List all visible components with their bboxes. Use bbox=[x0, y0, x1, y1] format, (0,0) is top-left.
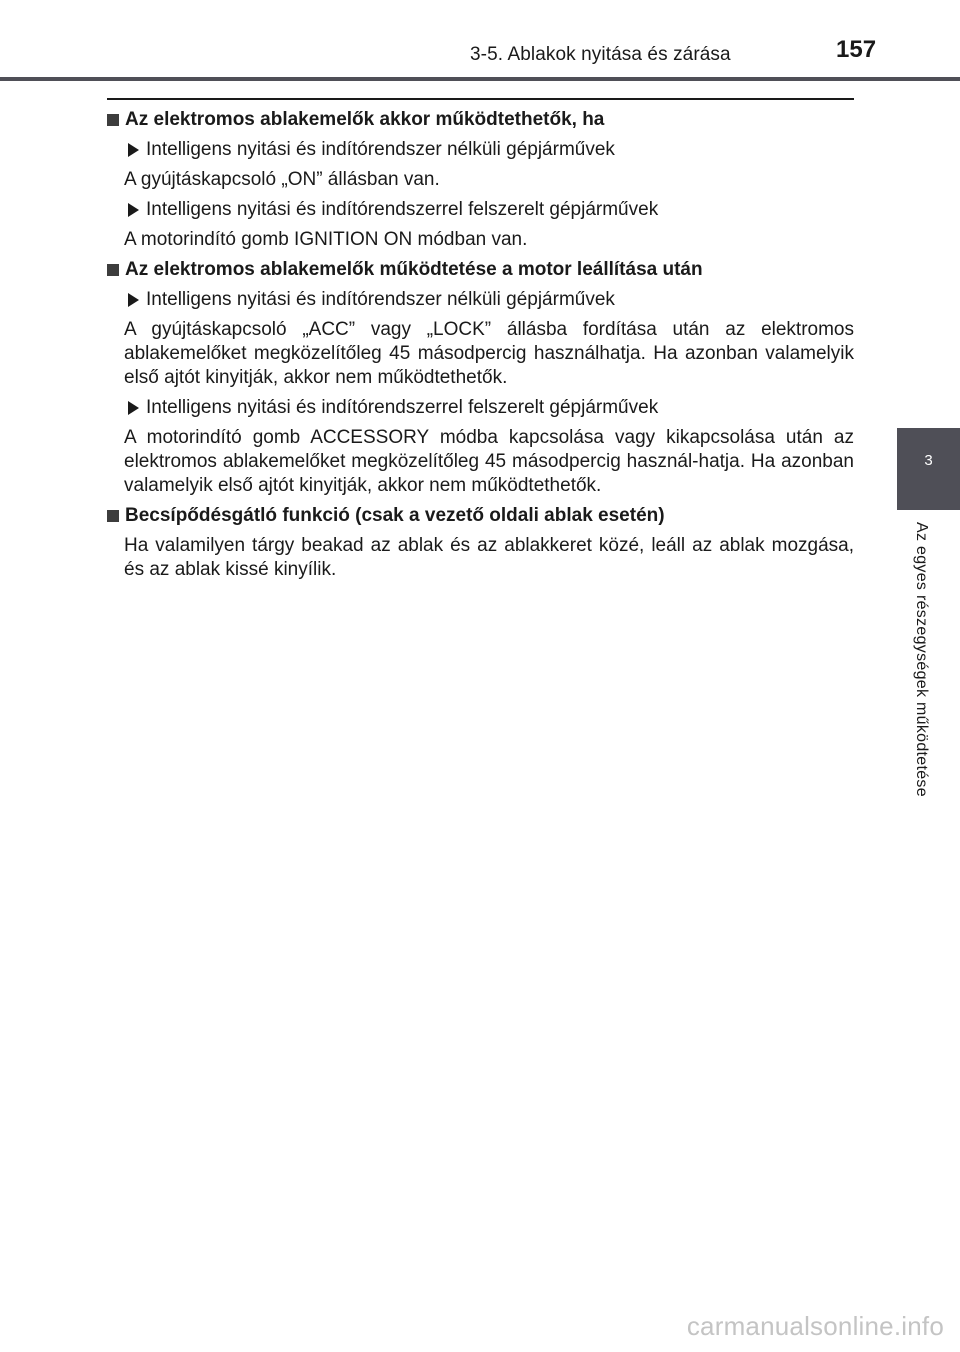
page-number: 157 bbox=[836, 36, 877, 63]
section-heading bbox=[107, 258, 854, 282]
section-heading-text: Az elektromos ablakemelők akkor működtethetők, ha bbox=[125, 109, 605, 130]
condition-subheading-text: Intelligens nyitási és indítórendszer nélküli gépjárművek bbox=[146, 289, 615, 310]
triangle-bullet-icon bbox=[128, 203, 139, 217]
square-bullet-icon bbox=[107, 264, 119, 276]
triangle-bullet-icon bbox=[128, 143, 139, 157]
body-paragraph: A motorindító gomb IGNITION ON módban van. bbox=[124, 229, 528, 250]
section-heading-text: Becsípődésgátló funkció (csak a vezető oldali ablak esetén) bbox=[125, 505, 665, 526]
chapter-side-label: Az egyes részegységek működtetése bbox=[913, 522, 930, 797]
body-paragraph: Ha valamilyen tárgy beakad az ablak és az ablakkeret közé, leáll az ablak mozgása, és az ablak kissé kinyílik. bbox=[124, 535, 854, 580]
square-bullet-icon bbox=[107, 114, 119, 126]
content-top-rule bbox=[107, 98, 854, 100]
section-heading bbox=[107, 108, 854, 132]
square-bullet-icon bbox=[107, 510, 119, 522]
condition-subheading-text: Intelligens nyitási és indítórendszer nélküli gépjárművek bbox=[146, 139, 615, 160]
watermark: carmanualsonline.info bbox=[686, 1311, 944, 1341]
chapter-tab bbox=[897, 428, 960, 510]
chapter-tab-number: 3 bbox=[924, 452, 933, 469]
condition-subheading bbox=[128, 198, 854, 222]
section-heading-text: Az elektromos ablakemelők működtetése a motor leállítása után bbox=[125, 259, 703, 280]
section-heading bbox=[107, 504, 854, 528]
condition-subheading bbox=[128, 396, 854, 420]
condition-subheading bbox=[128, 138, 854, 162]
body-paragraph: A gyújtáskapcsoló „ACC” vagy „LOCK” állásba fordítása után az elektromos ablakemelőket megközelítőleg 45 másodpercig használhatja. Ha azonban valamelyik első ajtót kinyitják, akkor nem működtethetők. bbox=[124, 319, 854, 388]
triangle-bullet-icon bbox=[128, 401, 139, 415]
condition-subheading-text: Intelligens nyitási és indítórendszerrel felszerelt gépjárművek bbox=[146, 199, 659, 220]
header-rule bbox=[0, 77, 960, 81]
body-paragraph: A motorindító gomb ACCESSORY módba kapcsolása vagy kikapcsolása után az elektromos ablakemelőket megközelítőleg 45 másodpercig használ-hatja. Ha azonban valamelyik első ajtót kinyitják, akkor nem működtethetők. bbox=[124, 427, 854, 496]
running-header-title: 3-5. Ablakok nyitása és zárása bbox=[470, 44, 731, 65]
page-content bbox=[107, 108, 854, 588]
body-paragraph: A gyújtáskapcsoló „ON” állásban van. bbox=[124, 169, 440, 190]
triangle-bullet-icon bbox=[128, 293, 139, 307]
condition-subheading-text: Intelligens nyitási és indítórendszerrel felszerelt gépjárművek bbox=[146, 397, 659, 418]
condition-subheading bbox=[128, 288, 854, 312]
